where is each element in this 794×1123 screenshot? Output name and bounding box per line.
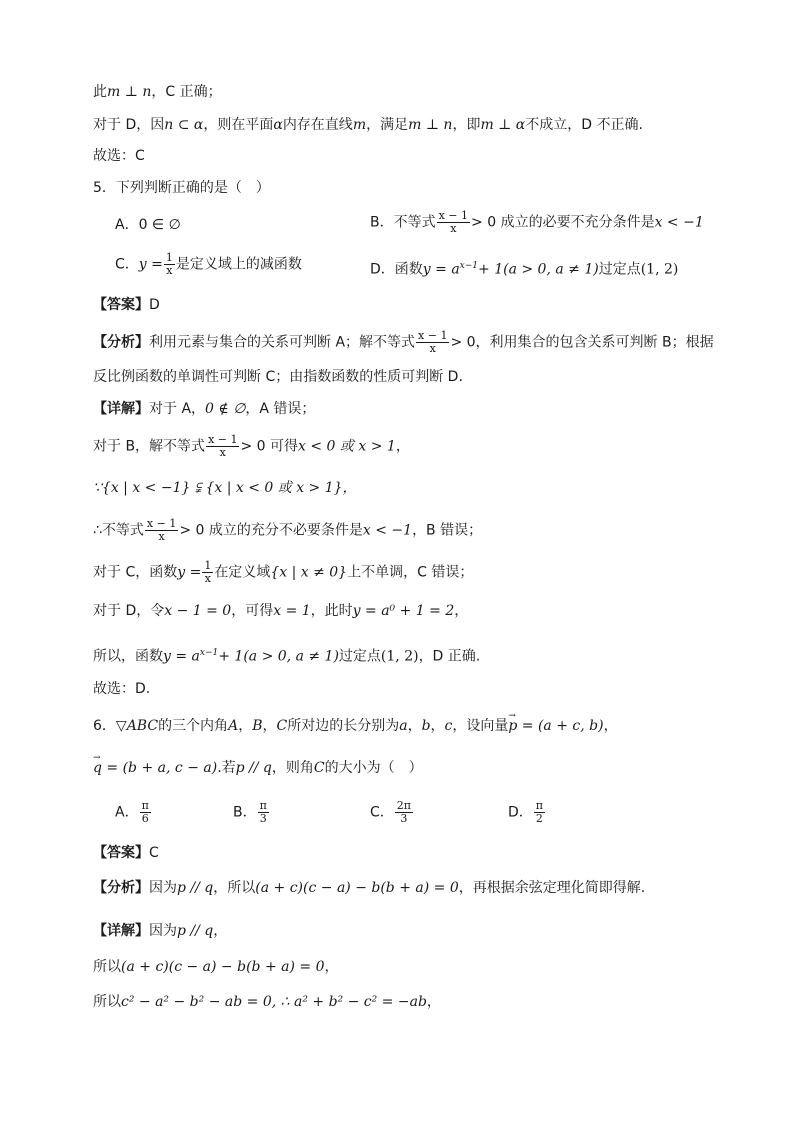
math: A <box>228 718 239 734</box>
text: A． <box>115 804 139 821</box>
text: ， <box>430 718 445 734</box>
text: ， <box>213 923 228 939</box>
text: 过定点 <box>338 648 381 665</box>
text: 对于 A， <box>149 401 206 417</box>
text: 因为 <box>149 880 177 896</box>
text: B． <box>233 804 257 821</box>
math: c <box>444 718 453 734</box>
text: 所对边的长分别为 <box>287 718 400 734</box>
text-line <box>93 957 338 977</box>
text-line <box>93 992 441 1012</box>
math: p // q <box>177 923 214 939</box>
numerator: x − 1 <box>438 209 469 222</box>
text: ，A 错误； <box>245 401 316 417</box>
text: 是定义域上的减函数 <box>175 256 302 273</box>
option-c <box>115 252 302 277</box>
math: = (a + c, b) <box>517 718 604 734</box>
text: 内存在直线 <box>282 117 353 133</box>
denominator: x <box>166 264 173 277</box>
math: C <box>313 760 325 776</box>
text: ，此时 <box>310 603 353 619</box>
numerator: π <box>535 799 544 812</box>
math: x − 1 = 0 <box>164 603 232 619</box>
numerator: x − 1 <box>208 433 238 446</box>
fraction <box>206 434 239 459</box>
analysis-5 <box>93 330 714 355</box>
text: D．函数 <box>370 261 423 278</box>
text: C． <box>370 804 394 821</box>
math: x = 1 <box>273 603 311 619</box>
text-line: 故选：D. <box>93 681 151 697</box>
math: m ⊥ n <box>107 84 152 100</box>
math: = (b + a, c − a) <box>101 760 218 776</box>
text: 过定点 <box>598 261 641 278</box>
fraction <box>416 330 449 355</box>
text: 此 <box>93 84 107 100</box>
answer-6 <box>93 843 159 863</box>
math: C <box>276 718 288 734</box>
math-vector: → q <box>93 758 102 778</box>
fraction <box>202 560 213 585</box>
text: 所以 <box>93 959 121 975</box>
text: D． <box>508 804 533 821</box>
math: {x | x ≠ 0} <box>270 564 348 581</box>
option-b <box>370 210 704 235</box>
text-line: 反比例函数的单调性可判断 C；由指数函数的性质可判断 D. <box>93 369 463 385</box>
text: 在定义域 <box>214 564 271 581</box>
text-line <box>93 82 222 102</box>
text: 对于 D，令 <box>93 603 165 619</box>
math: + 1(a > 0, a ≠ 1) <box>478 261 599 278</box>
question-6 <box>93 716 618 736</box>
question-5: 5．下列判断正确的是（ ） <box>93 180 270 196</box>
option-a <box>115 215 181 235</box>
text-line: 故选：C <box>93 148 145 164</box>
text-line <box>93 758 423 778</box>
math: (a + c)(c − a) − b(b + a) = 0 <box>121 959 325 975</box>
text: ， <box>262 718 277 734</box>
text: ，再根据余弦定理化简即得解. <box>458 880 646 896</box>
math: α <box>273 117 283 133</box>
text: C． <box>115 256 139 273</box>
text: > 0 成立的必要不充分条件是 <box>471 214 655 231</box>
math: y = <box>177 564 202 581</box>
text: .若 <box>217 760 236 776</box>
fraction <box>164 252 175 277</box>
answer-value: C <box>149 845 159 861</box>
option-d <box>370 256 678 280</box>
text: ， <box>238 718 253 734</box>
option-c <box>370 800 414 825</box>
answer-tag: 【答案】 <box>93 845 149 861</box>
text-line <box>93 560 473 585</box>
math: b <box>421 718 431 734</box>
math: m ⊥ α <box>480 117 526 133</box>
text: ， <box>407 718 422 734</box>
math: ∵{x | x < −1} ⫋ {x | x < 0 或 x > 1}， <box>93 480 357 496</box>
math: n ⊂ α <box>164 117 204 133</box>
fraction <box>534 800 545 825</box>
text-line <box>93 643 480 667</box>
text-line <box>93 601 468 621</box>
text: ，所以 <box>213 880 256 896</box>
text: 对于 D，因 <box>93 117 165 133</box>
math: p // q <box>177 880 214 896</box>
text-line <box>93 478 357 498</box>
text: > 0，利用集合的包含关系可判断 B；根据 <box>450 334 714 351</box>
detail-tag: 【详解】 <box>93 923 149 939</box>
text: 对于 C，函数 <box>93 564 178 581</box>
text: 对于 B，解不等式 <box>93 438 206 455</box>
text: 所以 <box>93 994 121 1010</box>
math: y = a <box>163 648 200 665</box>
text-line <box>93 115 643 135</box>
numerator: 2π <box>396 799 412 812</box>
math: y = a <box>422 261 460 278</box>
text: 不成立，D 不正确. <box>525 117 643 133</box>
analysis-tag: 【分析】 <box>93 334 149 351</box>
option-b <box>233 800 270 825</box>
numerator: x − 1 <box>146 517 177 530</box>
text: 所以，函数 <box>93 648 163 665</box>
math: y = <box>138 256 163 273</box>
math: x < −1 <box>362 522 413 539</box>
math: m <box>352 117 367 133</box>
denominator: 3 <box>400 812 408 825</box>
text: ，即 <box>452 117 481 133</box>
text: 因为 <box>149 923 177 939</box>
math: (1, 2) <box>640 261 679 278</box>
answer-5 <box>93 295 160 315</box>
math-exponent: x−1 <box>459 261 479 271</box>
math-exponent: x−1 <box>199 648 219 658</box>
text-line <box>93 518 482 543</box>
text: ，则角 <box>271 760 314 776</box>
math: x < −1 <box>654 214 704 231</box>
text: ，可得 <box>231 603 274 619</box>
numerator: x − 1 <box>418 329 448 342</box>
text: > 0 成立的充分不必要条件是 <box>179 522 363 539</box>
math: y = a⁰ + 1 = 2 <box>352 603 455 619</box>
fraction <box>395 800 413 825</box>
text: ，满足 <box>366 117 409 133</box>
option-a <box>115 800 152 825</box>
math: a <box>399 718 408 734</box>
text: ， <box>454 603 469 619</box>
text: 利用元素与集合的关系可判断 A；解不等式 <box>149 334 416 351</box>
text: > 0 可得 <box>240 438 299 455</box>
fraction <box>140 800 151 825</box>
denominator: x <box>204 572 211 585</box>
text: ，设向量 <box>452 718 509 734</box>
math: B <box>252 718 263 734</box>
math: (a + c)(c − a) − b(b + a) = 0 <box>255 880 459 896</box>
math: m ⊥ n <box>408 117 453 133</box>
fraction <box>145 518 178 543</box>
text: 上不单调，C 错误； <box>347 564 474 581</box>
detail-5 <box>93 399 315 419</box>
denominator: x <box>219 446 226 459</box>
math: c² − a² − b² − ab = 0, ∴ a² + b² − c² = −ab <box>121 994 427 1010</box>
denominator: 2 <box>535 812 543 825</box>
text: ， <box>603 718 618 734</box>
text: ， <box>426 994 441 1010</box>
math: (1, 2) <box>380 648 419 665</box>
text: ， <box>324 959 339 975</box>
text: 的三个内角 <box>158 718 229 734</box>
text: ，D 正确. <box>418 648 481 665</box>
numerator: π <box>259 799 267 812</box>
text: ∴不等式 <box>93 522 144 539</box>
answer-tag: 【答案】 <box>93 297 149 313</box>
detail-tag: 【详解】 <box>93 401 149 417</box>
fraction <box>437 210 470 235</box>
text: ，则在平面 <box>203 117 274 133</box>
analysis-6 <box>93 878 645 898</box>
answer-value: D <box>149 297 160 313</box>
math: p // q <box>235 760 272 776</box>
denominator: x <box>158 530 165 543</box>
text: A．0 ∈ ∅ <box>115 217 181 233</box>
math: x < 0 或 x > 1 <box>298 438 396 455</box>
denominator: 3 <box>259 812 267 825</box>
text: ，C 正确； <box>151 84 222 100</box>
text: 6． <box>93 718 116 734</box>
option-d <box>508 800 546 825</box>
text: 的大小为（ ） <box>324 760 423 776</box>
fraction <box>258 800 269 825</box>
text: ，B 错误； <box>412 522 483 539</box>
denominator: x <box>429 342 436 355</box>
math: + 1(a > 0, a ≠ 1) <box>218 648 339 665</box>
numerator: 1 <box>204 559 212 572</box>
math: ▽ABC <box>115 718 159 734</box>
text: B．不等式 <box>370 214 436 231</box>
denominator: 6 <box>141 812 149 825</box>
analysis-tag: 【分析】 <box>93 880 149 896</box>
numerator: π <box>141 799 149 812</box>
numerator: 1 <box>165 251 173 264</box>
detail-6 <box>93 921 227 941</box>
text-line: 对于 B，解不等式 $\frac{x - 1}{x}$ > 0 可得x < 0 或 x > 1， <box>93 433 410 459</box>
math: 0 ∉ ∅ <box>205 401 246 417</box>
denominator: x <box>450 222 457 235</box>
math-vector: → p <box>508 716 517 736</box>
